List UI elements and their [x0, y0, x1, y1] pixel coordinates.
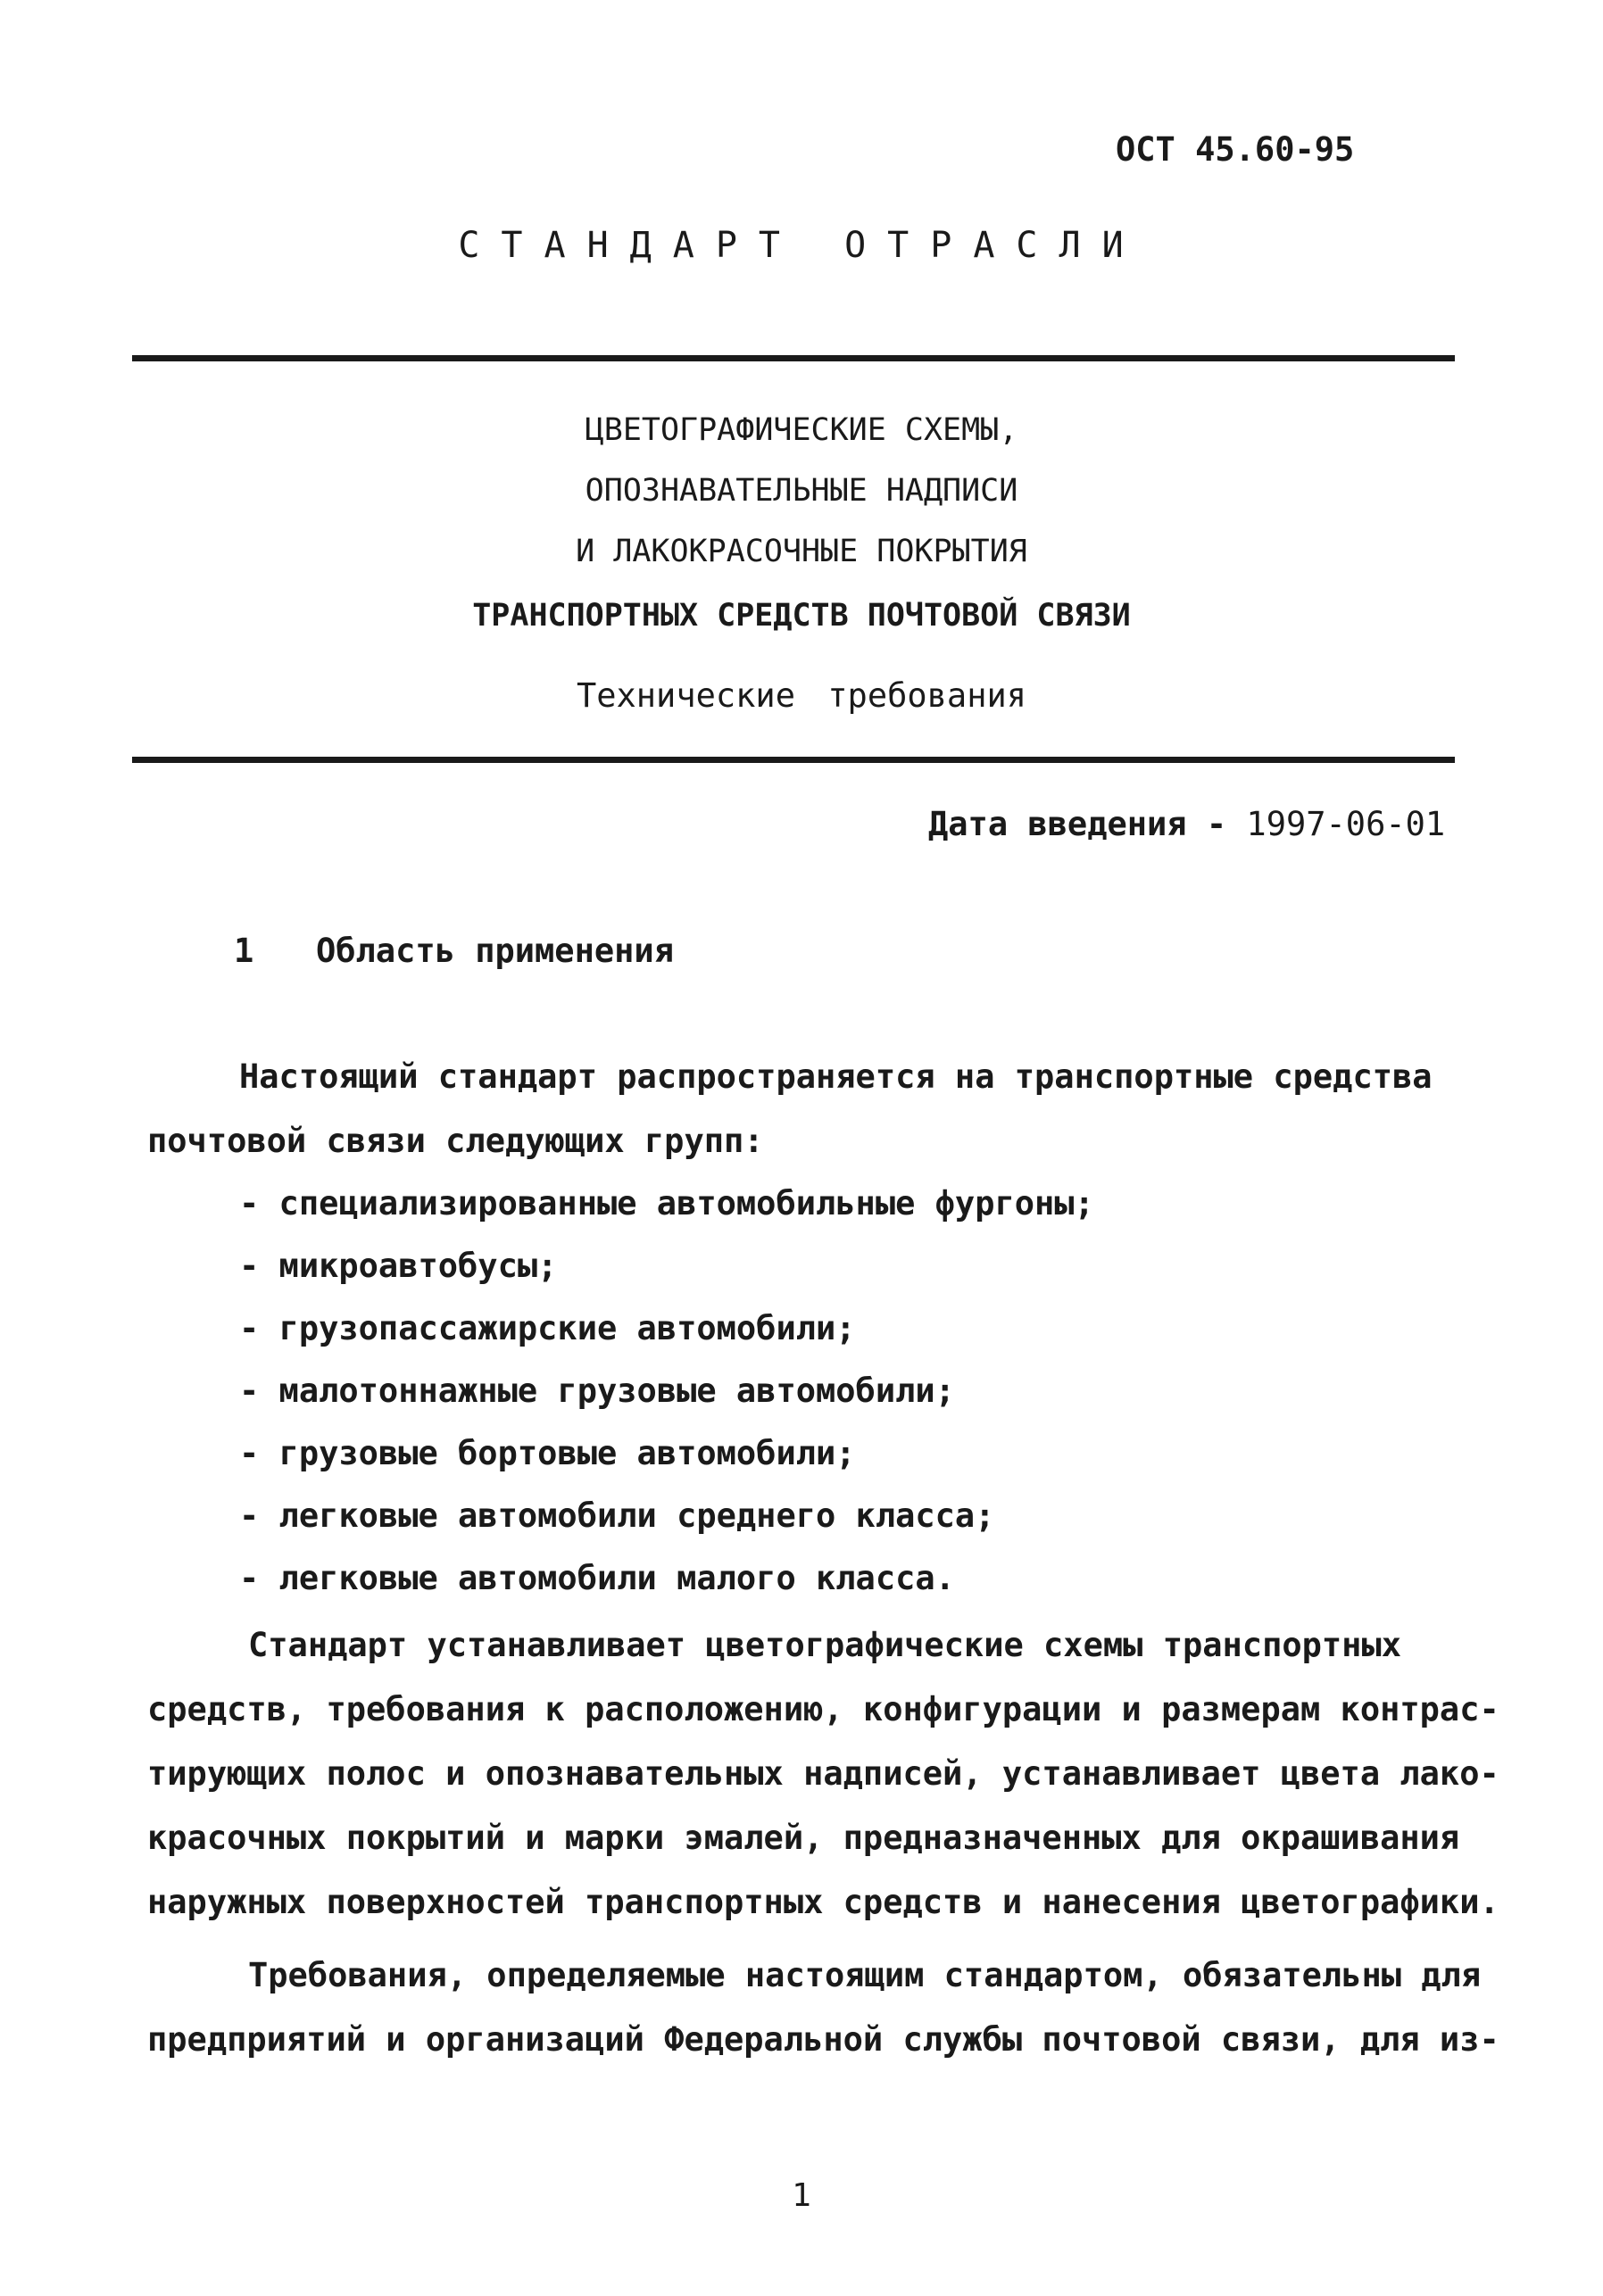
- list-item: - малотоннажные грузовые автомобили;: [239, 1372, 955, 1410]
- document-title-line-2: ОПОЗНАВАТЕЛЬНЫЕ НАДПИСИ: [585, 473, 1018, 509]
- standard-type-title: СТАНДАРТ ОТРАСЛИ: [458, 225, 1145, 266]
- section-number: 1: [234, 932, 254, 970]
- paragraph-line: средств, требования к расположению, конфигурации и размерам контрас-: [147, 1690, 1499, 1728]
- list-item: - грузовые бортовые автомобили;: [239, 1434, 856, 1472]
- paragraph-line: красочных покрытий и марки эмалей, предназначенных для окрашивания: [147, 1819, 1460, 1857]
- bottom-rule: [132, 757, 1455, 763]
- section-heading: [234, 932, 674, 970]
- document-title-line-4: ТРАНСПОРТНЫХ СРЕДСТВ ПОЧТОВОЙ СВЯЗИ: [472, 598, 1131, 634]
- document-title-line-1: ЦВЕТОГРАФИЧЕСКИЕ СХЕМЫ,: [585, 412, 1018, 448]
- paragraph-line: наружных поверхностей транспортных средств и нанесения цветографики.: [147, 1883, 1499, 1921]
- introduction-date-value: 1997-06-01: [1246, 805, 1446, 843]
- document-subtitle: Технические требования: [576, 676, 1027, 715]
- standard-code: ОСТ 45.60-95: [1116, 130, 1355, 169]
- list-item: - специализированные автомобильные фургоны;: [239, 1184, 1094, 1223]
- top-rule: [132, 355, 1455, 361]
- list-item: - микроавтобусы;: [239, 1247, 558, 1285]
- list-item: - легковые автомобили малого класса.: [239, 1559, 955, 1597]
- paragraph-line: предприятий и организаций Федеральной службы почтовой связи, для из-: [147, 2020, 1499, 2059]
- section-title: Область применения: [316, 932, 674, 970]
- paragraph-line: тирующих полос и опознавательных надписей, устанавливает цвета лако-: [147, 1754, 1499, 1793]
- paragraph-line: Настоящий стандарт распространяется на транспортные средства: [239, 1057, 1433, 1096]
- introduction-date: [928, 805, 1445, 843]
- page-number: 1: [792, 2177, 811, 2214]
- list-item: - грузопассажирские автомобили;: [239, 1309, 856, 1347]
- paragraph-line: Требования, определяемые настоящим стандартом, обязательны для: [248, 1956, 1482, 1994]
- list-item: - легковые автомобили среднего класса;: [239, 1496, 995, 1535]
- paragraph-line: почтовой связи следующих групп:: [147, 1122, 764, 1160]
- paragraph-line: Стандарт устанавливает цветографические схемы транспортных: [248, 1626, 1402, 1664]
- document-title-line-3: И ЛАКОКРАСОЧНЫЕ ПОКРЫТИЯ: [576, 534, 1027, 569]
- introduction-date-label: Дата введения -: [928, 805, 1227, 843]
